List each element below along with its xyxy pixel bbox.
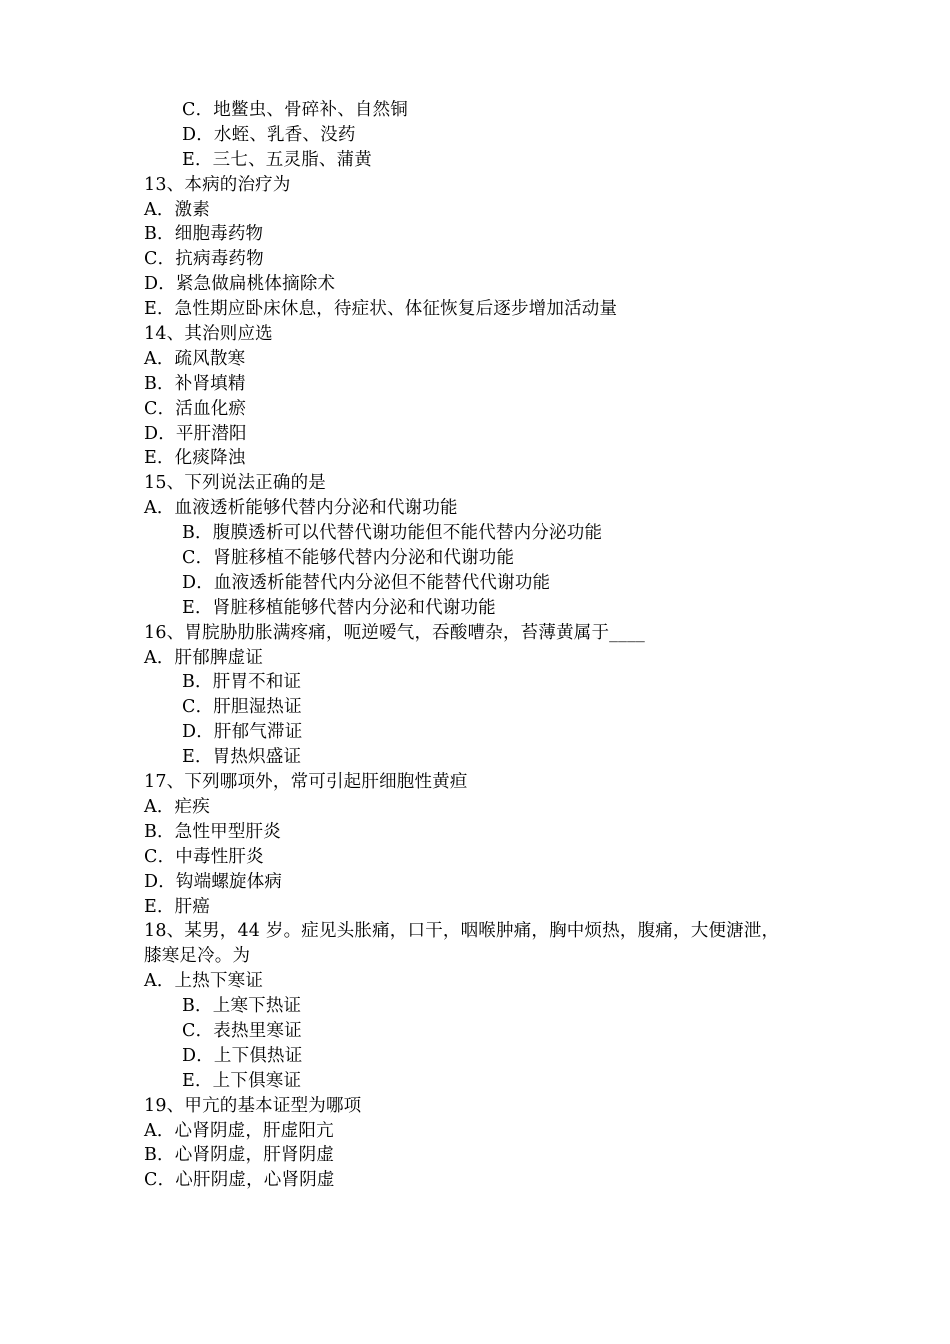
text-line: D．水蛭、乳香、没药 [182,124,356,145]
text-line: 膝寒足冷。为 [144,946,251,967]
text-line: A．疏风散寒 [144,348,246,369]
question-line: 18、某男，44 岁。症见头胀痛，口干，咽喉肿痛，胸中烦热，腹痛，大便溏泄， [144,921,780,942]
question-line: 13、本病的治疗为 [144,174,291,195]
text-line: B．细胞毒药物 [144,224,264,245]
text-line: C．表热里寒证 [182,1020,302,1041]
text-line: E．肝癌 [144,896,211,917]
text-line: C．抗病毒药物 [144,249,264,270]
text-line: B．腹膜透析可以代替代谢功能但不能代替内分泌功能 [182,523,603,544]
text-line: B．肝胃不和证 [182,672,302,693]
question-line: 17、下列哪项外，常可引起肝细胞性黄疸 [144,772,468,793]
question-line: 14、其治则应选 [144,324,273,345]
text-line: A．血液透析能够代替内分泌和代谢功能 [144,498,458,519]
text-line: D．上下俱热证 [182,1045,303,1066]
text-line: B．上寒下热证 [182,996,302,1017]
text-line: C．肝胆湿热证 [182,697,302,718]
text-line: C．活血化瘀 [144,398,247,419]
text-line: A．心肾阴虚，肝虚阳亢 [144,1120,334,1141]
text-line: B．心肾阴虚，肝肾阴虚 [144,1145,335,1166]
text-line: E．三七、五灵脂、蒲黄 [182,149,372,170]
text-line: C．心肝阴虚，心肾阴虚 [144,1170,335,1191]
text-line: E．上下俱寒证 [182,1070,302,1091]
text-line: A．上热下寒证 [144,971,264,992]
text-line: A．疟疾 [144,796,210,817]
text-line: E．化痰降浊 [144,448,246,469]
question-line: 15、下列说法正确的是 [144,473,326,494]
text-line: D．紧急做扁桃体摘除术 [144,274,336,295]
text-line: B．急性甲型肝炎 [144,821,281,842]
document-body [144,98,824,1193]
text-line: D．血液透析能替代内分泌但不能替代代谢功能 [182,572,551,593]
text-line: C．肾脏移植不能够代替内分泌和代谢功能 [182,548,515,569]
text-line: A．激素 [144,199,210,220]
text-line: D．钩端螺旋体病 [144,871,283,892]
question-line: 16、胃脘胁肋胀满疼痛，呃逆嗳气，吞酸嘈杂，苔薄黄属于____ [144,622,645,643]
text-line: D．平肝潜阳 [144,423,247,444]
text-line: E．肾脏移植能够代替内分泌和代谢功能 [182,597,496,618]
text-line: B．补肾填精 [144,373,246,394]
text-line: E．胃热炽盛证 [182,747,302,768]
text-line: D．肝郁气滞证 [182,722,303,743]
text-line: E．急性期应卧床休息，待症状、体征恢复后逐步增加活动量 [144,299,618,320]
text-line: C．中毒性肝炎 [144,846,264,867]
text-line: A．肝郁脾虚证 [144,647,264,668]
text-line: C．地鳖虫、骨碎补、自然铜 [182,100,408,120]
question-line: 19、甲亢的基本证型为哪项 [144,1095,362,1116]
